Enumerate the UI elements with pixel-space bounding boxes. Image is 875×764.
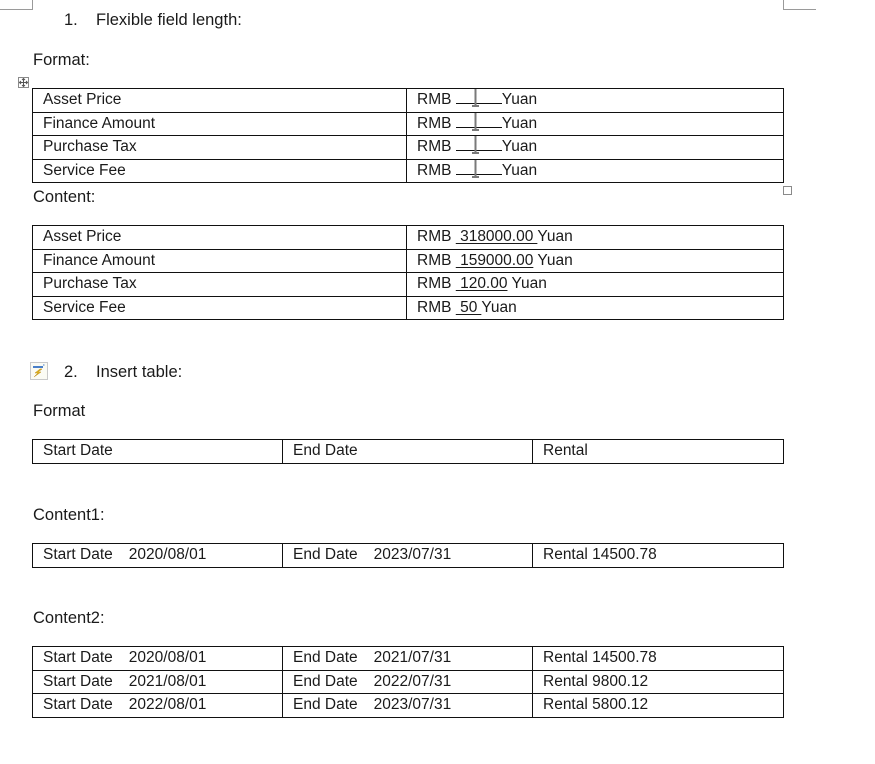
start-date-cell[interactable] [33,647,283,671]
table-row [33,226,784,250]
start-date-value: 2021/08/01 [128,672,207,690]
amount-value: 50 [455,298,482,316]
value-cell[interactable] [407,89,784,113]
start-date-value: 2020/08/01 [128,649,207,667]
end-date-cell[interactable] [283,647,533,671]
rental-label: Rental [543,696,588,714]
start-date-value: 2020/08/01 [128,546,207,564]
field-name-cell[interactable]: Finance Amount [33,249,407,273]
currency-suffix: Yuan [501,91,538,109]
section1-heading [64,11,242,30]
rental-label: Rental [543,672,588,690]
table-row [33,670,784,694]
rental-value: 9800.12 [592,672,649,690]
rental-cell[interactable] [533,647,784,671]
table-row [33,544,784,568]
end-date-value: 2021/07/31 [373,649,452,667]
text-cursor-icon [471,89,480,108]
end-date-value: 2023/07/31 [373,546,452,564]
content2-table [32,646,784,718]
content1-label: Content1: [33,506,105,524]
currency-prefix: RMB [417,138,452,156]
currency-suffix: Yuan [501,114,538,132]
blank-field[interactable] [456,136,502,151]
lightning-edit-icon [31,363,47,379]
end-date-cell[interactable] [283,694,533,718]
content-table-1 [32,225,784,320]
currency-prefix: RMB [417,275,452,293]
start-date-label: Start Date [43,672,113,690]
amount-value: 120.00 [455,275,508,293]
currency-suffix: Yuan [537,251,573,269]
table-row [33,112,784,136]
blank-field[interactable] [456,160,502,175]
value-cell[interactable] [407,273,784,297]
header-cell-start-date[interactable]: Start Date [33,440,283,464]
currency-suffix: Yuan [481,298,517,316]
end-date-label: End Date [293,672,358,690]
blank-field[interactable] [456,89,502,104]
currency-prefix: RMB [417,298,452,316]
table-row [33,159,784,183]
currency-suffix: Yuan [501,138,538,156]
currency-suffix: Yuan [511,275,547,293]
start-date-label: Start Date [43,546,113,564]
section2-heading [64,363,182,382]
section1-format-label: Format: [33,51,90,69]
start-date-cell[interactable] [33,694,283,718]
smart-tag-button[interactable] [30,362,48,380]
start-date-label: Start Date [43,696,113,714]
blank-field[interactable] [456,113,502,128]
value-cell[interactable] [407,159,784,183]
text-cursor-icon [471,136,480,155]
content2-label: Content2: [33,609,105,627]
field-name-cell[interactable]: Service Fee [33,159,407,183]
field-name-cell[interactable]: Service Fee [33,296,407,320]
table-row [33,694,784,718]
end-date-cell[interactable] [283,670,533,694]
end-date-label: End Date [293,546,358,564]
end-date-label: End Date [293,649,358,667]
value-cell[interactable] [407,296,784,320]
table-row [33,249,784,273]
rental-label: Rental [543,546,588,564]
value-cell[interactable] [407,112,784,136]
rental-cell[interactable] [533,694,784,718]
currency-prefix: RMB [417,114,452,132]
field-name-cell[interactable]: Purchase Tax [33,273,407,297]
header-cell-end-date[interactable]: End Date [283,440,533,464]
text-cursor-icon [471,159,480,178]
start-date-value: 2022/08/01 [128,696,207,714]
rental-label: Rental [543,649,588,667]
header-cell-rental[interactable]: Rental [533,440,784,464]
rental-cell[interactable] [533,670,784,694]
amount-value: 159000.00 [455,251,534,269]
value-cell[interactable] [407,136,784,160]
currency-prefix: RMB [417,161,452,179]
page-corner-mark-right [783,0,816,10]
currency-prefix: RMB [417,91,452,109]
page-corner-mark-left [0,0,33,10]
table-row [33,296,784,320]
table-move-handle[interactable] [18,77,29,88]
content1-table [32,543,784,568]
currency-suffix: Yuan [537,228,573,246]
currency-prefix: RMB [417,251,452,269]
amount-value: 318000.00 [455,228,538,246]
field-name-cell[interactable]: Asset Price [33,226,407,250]
move-arrows-icon [19,78,28,87]
rental-cell[interactable] [533,544,784,568]
section2-title: Insert table: [96,363,183,381]
rental-value: 14500.78 [592,546,657,564]
rental-value: 14500.78 [592,649,657,667]
section1-title: Flexible field length: [96,11,242,29]
end-date-cell[interactable] [283,544,533,568]
rental-value: 5800.12 [592,696,649,714]
table-row [33,647,784,671]
section1-number: 1. [64,11,78,29]
format-table-2 [32,439,784,464]
section2-number: 2. [64,363,78,381]
section2-format-label: Format [33,402,86,420]
start-date-label: Start Date [43,649,113,667]
table-row [33,440,784,464]
table-row [33,136,784,160]
value-cell[interactable] [407,249,784,273]
field-name-cell[interactable]: Purchase Tax [33,136,407,160]
field-name-cell[interactable]: Asset Price [33,89,407,113]
end-date-value: 2022/07/31 [373,672,452,690]
currency-prefix: RMB [417,228,452,246]
end-date-value: 2023/07/31 [373,696,452,714]
value-cell[interactable] [407,226,784,250]
text-cursor-icon [471,112,480,131]
currency-suffix: Yuan [501,161,538,179]
start-date-cell[interactable] [33,670,283,694]
field-name-cell[interactable]: Finance Amount [33,112,407,136]
end-date-label: End Date [293,696,358,714]
table-row [33,89,784,113]
format-table-1 [32,88,784,183]
table-row [33,273,784,297]
section1-content-label: Content: [33,188,96,206]
table-resize-handle[interactable] [783,186,792,195]
start-date-cell[interactable] [33,544,283,568]
